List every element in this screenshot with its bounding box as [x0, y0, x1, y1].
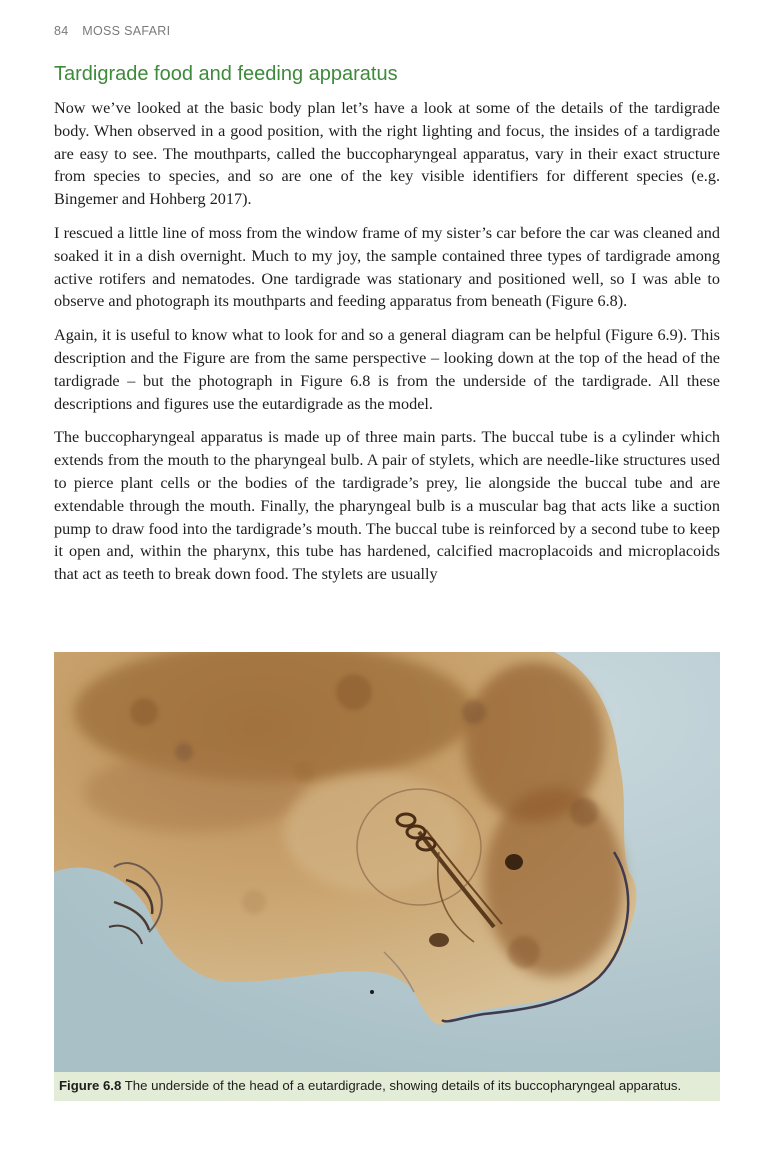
running-title: MOSS SAFARI	[82, 24, 171, 38]
figure-caption	[54, 1072, 720, 1101]
section-title: Tardigrade food and feeding apparatus	[54, 63, 398, 85]
body-text	[54, 97, 720, 597]
tardigrade-micrograph	[54, 652, 720, 1072]
paragraph-4: The buccopharyngeal apparatus is made up of three main parts. The buccal tube is a cylinder which extends from the mouth to the pharyngeal bulb. A pair of stylets, which are needle-like structures used to pierce plant cells or the bodies of the tardigrade’s prey, lie alongside the buccal tube and are extendable through the mouth. Finally, the pharyngeal bulb is a muscular bag that acts like a suction pump to draw food into the tardigrade’s mouth. The buccal tube is reinforced by a second tube to keep it open and, within the pharynx, this tube has hardened, calcified macroplacoids and microplacoids that act as teeth to break down food. The stylets are usually	[54, 428, 720, 584]
paragraph-3: Again, it is useful to know what to look for and so a general diagram can be helpful (Figure 6.9). This description and the Figure are from the same perspective – looking down at the top of the head of the tardigrade – but the photograph in Figure 6.8 is from the underside of the tardigrade. All these descriptions and figures use the eutardigrade as the model.	[54, 326, 720, 413]
running-header	[54, 24, 170, 38]
figure-label: Figure 6.8	[59, 1078, 122, 1093]
figure-6-8	[54, 652, 720, 1101]
page-number: 84	[54, 24, 69, 38]
paragraph-1: Now we’ve looked at the basic body plan let’s have a look at some of the details of the tardigrade body. When observed in a good position, with the right lighting and focus, the insides of a tardigrade are easy to see. The mouthparts, called the buccopharyngeal apparatus, vary in their exact structure from species to species, and so are one of the key visible identifiers for different species (e.g. Bingemer and Hohberg 2017).	[54, 99, 720, 209]
paragraph-2: I rescued a little line of moss from the window frame of my sister’s car before the car was cleaned and soaked it in a dish overnight. Much to my joy, the sample contained three types of tardigrade among active rotifers and nematodes. One tardigrade was stationary and positioned well, so I was able to observe and photograph its mouthparts and feeding apparatus from beneath (Figure 6.8).	[54, 223, 720, 311]
figure-caption-text: The underside of the head of a eutardigrade, showing details of its buccopharyngeal apparatus.	[124, 1078, 682, 1093]
